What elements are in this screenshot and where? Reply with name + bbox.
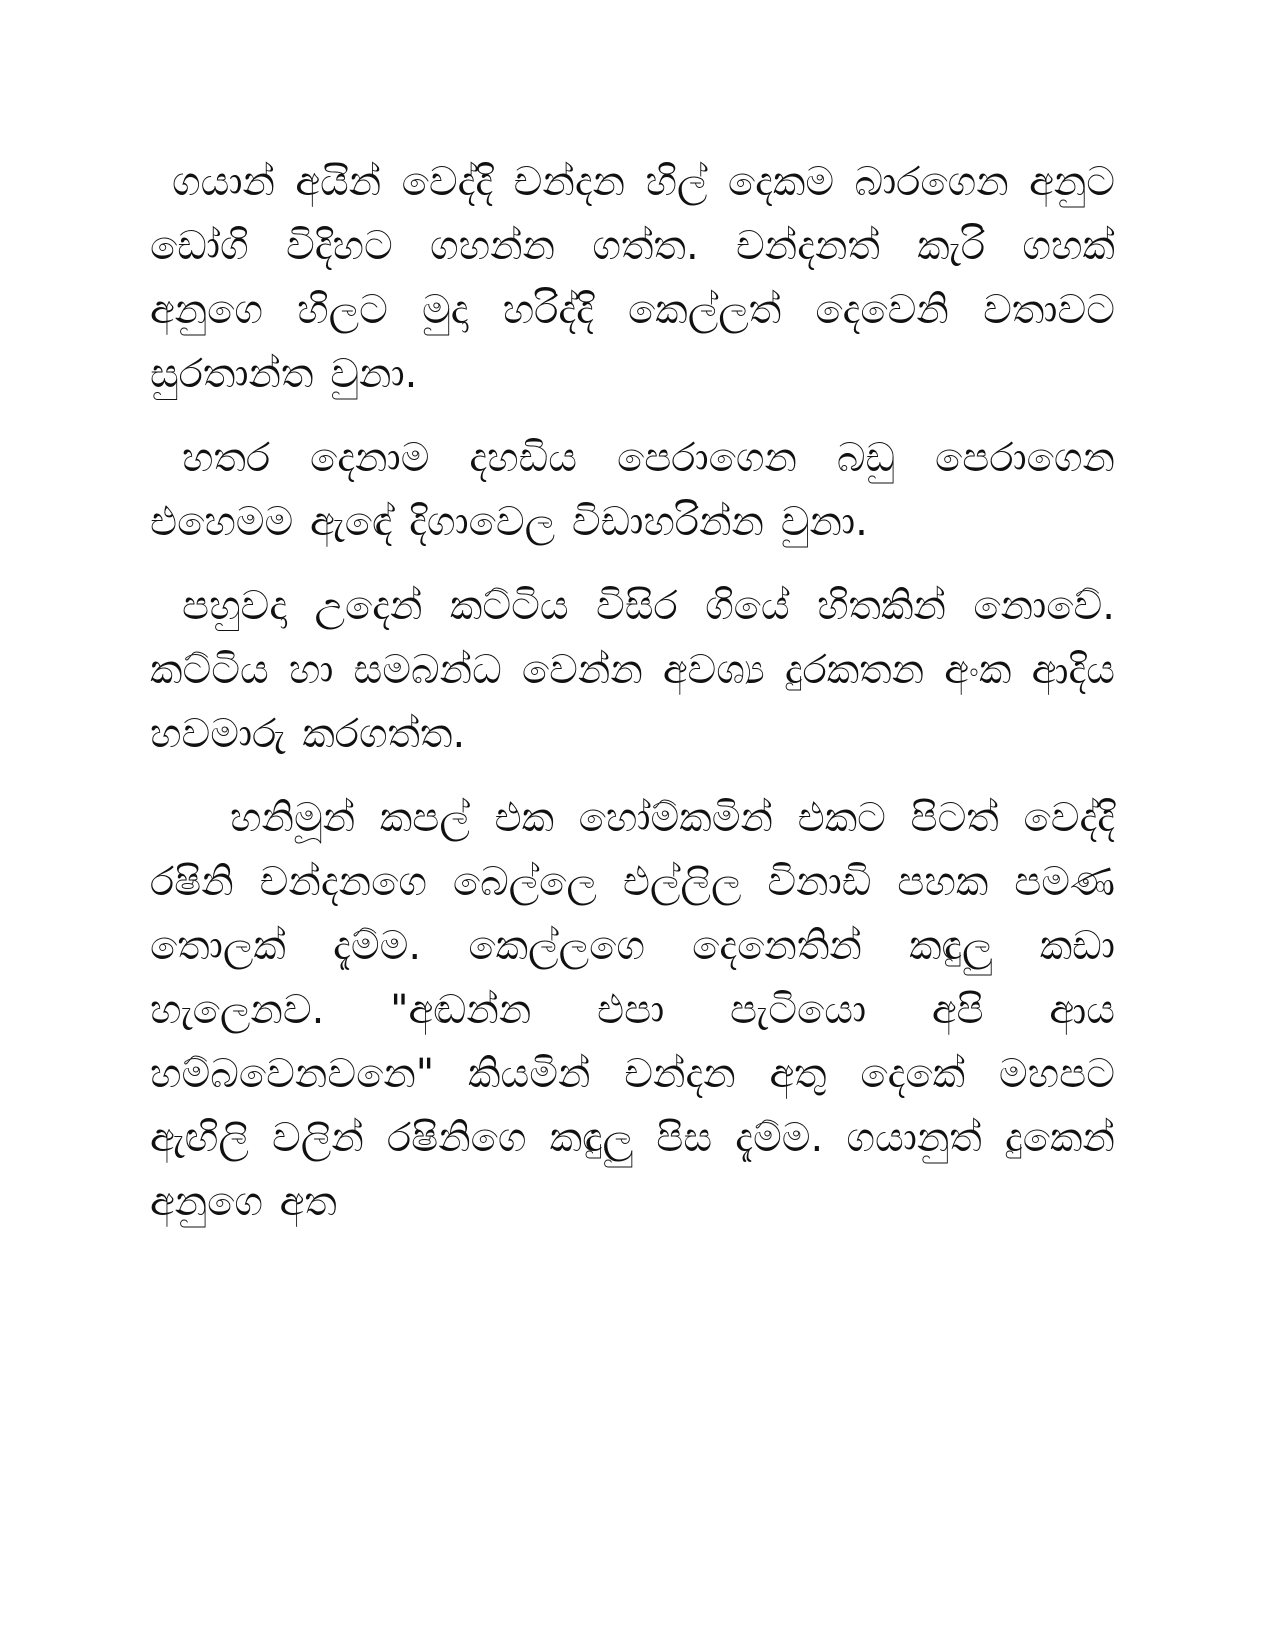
paragraph-4: හනිමූන් කපල් එක හෝම්කමින් එකට පිටත් වෙද්දි රෂිනි චන්දනගෙ බෙල්ලෙ එල්ලිල විනාඩි පහක පමණ තොලක් දැම්ම. කෙල්ලගෙ දෙනෙතින් කඳුලු කඩා හැලෙනව. "අඬන්න එපා පැටියො අපි ආය හම්බවෙනවනෙ" කියමින් චන්දන අතු දෙකේ මහපට ඇඟිලි වලින් රෂිනිගෙ කඳුලු පිස දැම්ම. ගයානුත් දුකෙන් අනුගෙ අත bbox=[150, 795, 1115, 1225]
paragraph-2: හතර දෙනාම දහඩිය පෙරාගෙන බඩු පෙරාගෙන එහෙමම ඇඳේ දිගාවෙල විඩාහරින්න වුනා. bbox=[150, 435, 1115, 545]
body-text bbox=[150, 150, 1115, 1234]
paragraph-1: ගයාන් අයින් වෙද්දි චන්දන හිල් දෙකම බාරගෙන අනුට ඩෝගි විදිහට ගහන්න ගත්ත. චන්දනත් කැරි ගහක් අනුගෙ හිලට මුදා හරිද්දි කෙල්ලත් දෙවෙනි වතාවට සුරතාන්ත වුනා. bbox=[150, 159, 1115, 397]
paragraph-3: පහුවදා උදෙන් කට්ටිය විසිර ගියේ හිතකින් නොවේ. කට්ටිය හා සමබන්ධ වෙන්න අවශ්‍ය දුරකතන අංක ආදිය හවමාරු කරගත්ත. bbox=[150, 583, 1115, 757]
